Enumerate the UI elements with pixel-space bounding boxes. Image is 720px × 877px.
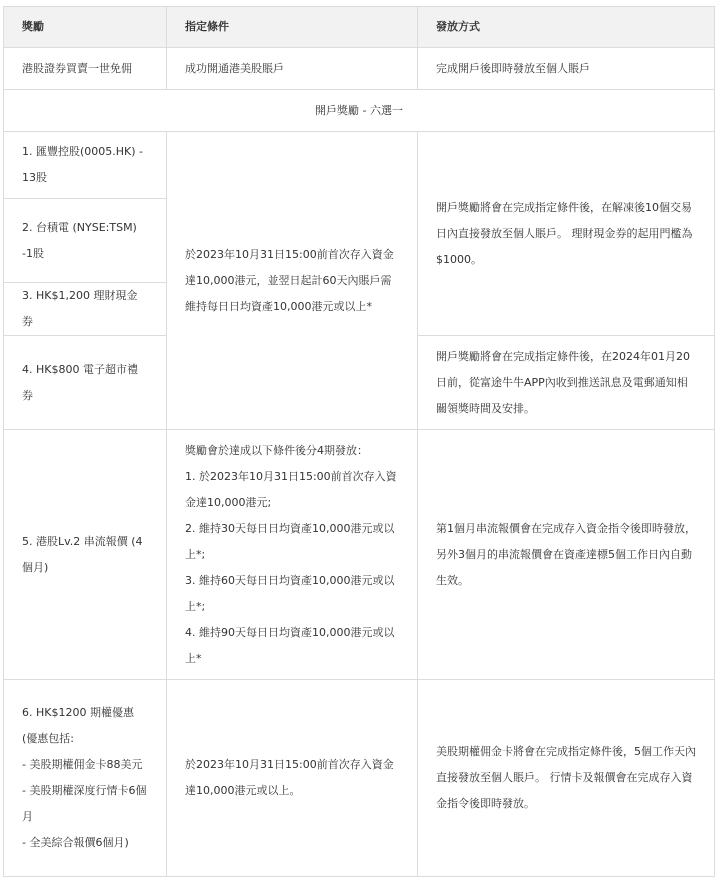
method-cell: 開戶獎勵將會在完成指定條件後，在解凍後10個交易日內直接發放至個人賬戶。 理財現金券的起用門檻為$1000。 xyxy=(418,132,715,336)
table-header-row xyxy=(4,7,715,48)
header-method: 發放方式 xyxy=(418,7,715,48)
table-row xyxy=(4,48,715,90)
reward-cell: 1. 匯豐控股(0005.HK) - 13股 xyxy=(4,132,167,199)
table-row xyxy=(4,430,715,680)
table-row xyxy=(4,680,715,877)
reward-cell: 4. HK$800 電子超市禮券 xyxy=(4,336,167,430)
method-cell: 完成開戶後即時發放至個人賬戶 xyxy=(418,48,715,90)
reward-cell: 5. 港股Lv.2 串流報價 (4個月) xyxy=(4,430,167,680)
section-title: 開戶獎勵 - 六選一 xyxy=(4,90,715,132)
condition-cell: 於2023年10月31日15:00前首次存入資金達10,000港元或以上。 xyxy=(167,680,418,877)
header-reward: 獎勵 xyxy=(4,7,167,48)
condition-cell: 於2023年10月31日15:00前首次存入資金達10,000港元，並翌日起計60天內賬戶需維持每日日均資產10,000港元或以上* xyxy=(167,132,418,430)
condition-cell: 獎勵會於達成以下條件後分4期發放： 1. 於2023年10月31日15:00前首次存入資金達10,000港元; 2. 維持30天每日日均資產10,000港元或以上*; 3. 維持60天每日日均資產10,000港元或以上*; 4. 維持90天每日日均資產10,000港元或以上* xyxy=(167,430,418,680)
condition-cell: 成功開通港美股賬戶 xyxy=(167,48,418,90)
section-row xyxy=(4,90,715,132)
header-condition: 指定條件 xyxy=(167,7,418,48)
reward-cell: 6. HK$1200 期權優惠 (優惠包括: - 美股期權佣金卡88美元 - 美股期權深度行情卡6個月 - 全美綜合報價6個月) xyxy=(4,680,167,877)
reward-cell: 2. 台積電 (NYSE:TSM) -1股 xyxy=(4,199,167,283)
reward-cell: 港股證券買賣一世免佣 xyxy=(4,48,167,90)
reward-cell: 3. HK$1,200 理財現金券 xyxy=(4,283,167,336)
rewards-table xyxy=(3,6,715,877)
method-cell: 開戶獎勵將會在完成指定條件後，在2024年01月20日前，從富途牛牛APP內收到推送訊息及電郵通知相關領獎時間及安排。 xyxy=(418,336,715,430)
method-cell: 美股期權佣金卡將會在完成指定條件後，5個工作天內直接發放至個人賬戶。 行情卡及報價會在完成存入資金指令後即時發放。 xyxy=(418,680,715,877)
method-cell: 第1個月串流報價會在完成存入資金指令後即時發放，另外3個月的串流報價會在資產達標5個工作日內自動生效。 xyxy=(418,430,715,680)
table-row xyxy=(4,132,715,199)
